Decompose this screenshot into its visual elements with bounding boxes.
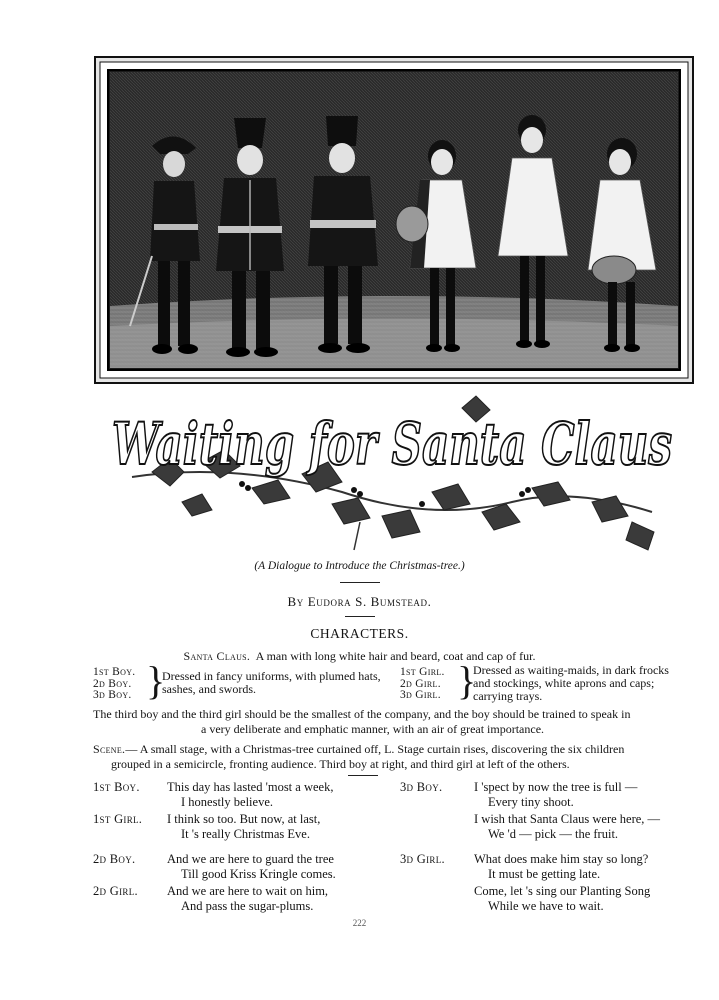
scene-line: — A small stage, with a Christmas-tree curtained off, L. Stage curtain rises, discovering the six children [125, 742, 625, 756]
divider [348, 775, 378, 776]
cast-description-line: and stockings, white aprons and caps; [473, 676, 655, 690]
verse-line: What does make him stay so long? [474, 852, 649, 866]
illustration-frame [94, 56, 694, 384]
cast-label: 1st Boy. [93, 666, 136, 678]
holly-decoration [92, 392, 692, 557]
cast-label: 3d Girl. [400, 689, 441, 701]
dialogue-entry [93, 780, 333, 795]
page-number: 222 [352, 918, 367, 928]
boys-labels [93, 667, 135, 702]
dialogue-entry [93, 812, 320, 827]
cast-description-line: carrying trays. [473, 689, 543, 703]
verse-line: I think so too. But now, at last, [167, 812, 321, 826]
dialogue-entry [400, 780, 637, 795]
speaker-label: 2d Boy. [93, 852, 136, 866]
casting-note [93, 707, 695, 737]
verse-line: Till good Kriss Kringle comes. [181, 867, 336, 881]
divider [340, 582, 380, 583]
brace: } [457, 658, 477, 703]
verse-line: It must be getting late. [488, 867, 601, 881]
divider [345, 616, 375, 617]
verse-line: And pass the sugar-plums. [181, 899, 314, 913]
verse-line: I 'spect by now the tree is full — [474, 780, 638, 794]
cast-label: 3d Boy. [93, 689, 132, 701]
boys-description [162, 670, 381, 696]
character-description: A man with long white hair and beard, coat and cap of fur. [255, 649, 536, 663]
verse-line: Every tiny shoot. [488, 795, 574, 809]
speaker-label: 2d Girl. [93, 884, 138, 898]
verse-line: And we are here to guard the tree [167, 852, 334, 866]
verse-line: And we are here to wait on him, [167, 884, 329, 898]
cast-description-line: Dressed as waiting-maids, in dark frocks [473, 663, 669, 677]
speaker-label: 3d Girl. [400, 852, 445, 866]
verse-line: We 'd — pick — the fruit. [488, 827, 619, 841]
cast-label: 2d Girl. [400, 677, 441, 690]
verse-line: While we have to wait. [488, 899, 604, 913]
verse-line: Come, let 's sing our Planting Song [474, 884, 651, 898]
cast-label: 2d Boy. [93, 677, 132, 690]
children-illustration [94, 56, 694, 384]
title-ornament [92, 392, 692, 557]
page-title: Waiting for Santa Claus [112, 410, 672, 478]
note-line: a very deliberate and emphatic manner, with an air of great importance. [201, 722, 545, 736]
scene-direction [93, 742, 695, 772]
character-name: Santa Claus. [183, 649, 251, 663]
dialogue-entry [93, 884, 328, 899]
note-line: The third boy and the third girl should be the smallest of the company, and the boy should be trained to speak in [93, 707, 631, 721]
verse-line: This day has lasted 'most a week, [167, 780, 334, 794]
subtitle: (A Dialogue to Introduce the Christmas-tree.) [254, 560, 465, 572]
girls-labels [400, 667, 445, 702]
girls-description [473, 664, 669, 703]
dialogue-entry [400, 852, 648, 867]
brace: } [146, 658, 166, 703]
byline: By Eudora S. Bumstead. [287, 594, 432, 609]
characters-heading: CHARACTERS. [310, 626, 409, 641]
speaker-label: 1st Boy. [93, 780, 140, 794]
speaker-label: 3d Boy. [400, 780, 443, 794]
santa-claus-line [0, 649, 719, 664]
scene-label: Scene. [93, 742, 126, 756]
cast-description-line: Dressed in fancy uniforms, with plumed hats, [162, 669, 381, 683]
verse-line: It 's really Christmas Eve. [181, 827, 310, 841]
scene-line: grouped in a semicircle, fronting audience. Third boy at right, and third girl at left of the others. [111, 757, 570, 771]
verse-line: I wish that Santa Claus were here, — [474, 812, 661, 826]
speaker-label: 1st Girl. [93, 812, 143, 826]
verse-line: I honestly believe. [181, 795, 273, 809]
cast-description-line: sashes, and swords. [162, 682, 256, 696]
dialogue-entry [93, 852, 334, 867]
cast-label: 1st Girl. [400, 666, 445, 678]
